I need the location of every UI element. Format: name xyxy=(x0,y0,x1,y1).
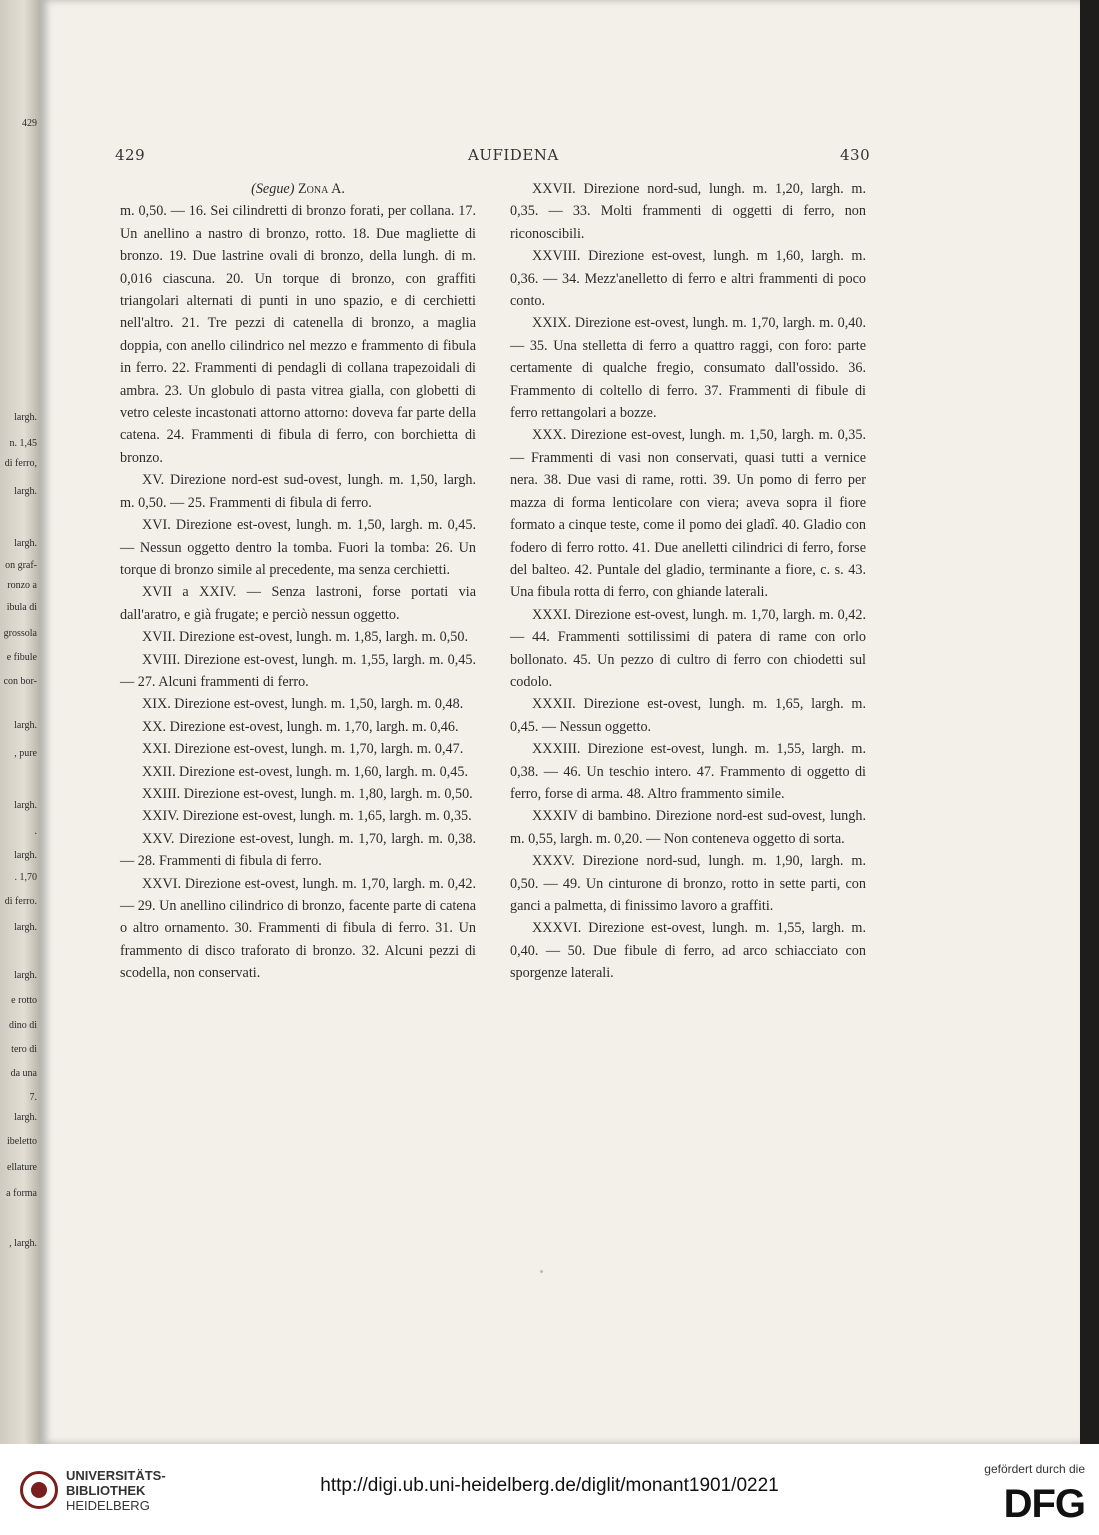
dfg-logo[interactable]: DFG xyxy=(1003,1482,1085,1526)
paragraph: XXX. Direzione est-ovest, lungh. m. 1,50, largh. m. 0,35. — Frammenti di vasi non conservati, quasi tutti a vernice nera. 38. Due vasi di rame, rotti. 39. Un pomo di ferro per mazza di forma lenticolare con viera; aveva sopra il fiore formato a cinque teste, come il pomo dei gladî. 40. Gladio con fodero di ferro rotto. 41. Due anelletti cilindrici di ferro, forse del balteo. 42. Puntale del gladio, terminante a fiore, c. s. 43. Una fibula rotta di ferro, con ghiande laterali. xyxy=(510,427,866,601)
previous-page-fragment: di ferro. xyxy=(4,896,37,907)
paragraph: XXIV. Direzione est-ovest, lungh. m. 1,65, largh. m. 0,35. xyxy=(142,808,472,825)
previous-page-fragment: e fibule xyxy=(6,652,37,663)
paragraph: XXIII. Direzione est-ovest, lungh. m. 1,80, largh. m. 0,50. xyxy=(142,785,473,802)
previous-page-fragment: largh. xyxy=(14,486,37,497)
library-logo-text[interactable]: UNIVERSITÄTS- BIBLIOTHEK HEIDELBERG xyxy=(66,1468,166,1513)
paragraph: m. 0,50. — 16. Sei cilindretti di bronzo forati, per collana. 17. Un anellino a nastro di bronzo, rotto. 18. Due magliette di bronzo. 19. Due lastrine ovali di bronzo, della lungh. di m. 0,016 ciascuna. 20. Un torque di bronzo, con graffiti triangolari alternati di punti in uno spazio, e di cerchietti nell'altro. 21. Tre pezzi di catenella di bronzo, a maglia doppia, con anello cilindrico nel mezzo e frammento di fibula in ferro. 22. Frammenti di pendagli di collana trapezoidali di ambra. 23. Un globulo di pasta vitrea gialla, con globetti di vetro celeste incastonati attorno attorno: doveva far parte della catena. 24. Frammenti di fibula di ferro, con borchietta di bronzo. xyxy=(120,203,476,466)
sponsor-label: gefördert durch die xyxy=(984,1462,1085,1476)
paragraph: XXVIII. Direzione est-ovest, lungh. m 1,60, largh. m. 0,36. — 34. Mezz'anelletto di ferro e altri frammenti di poco conto. xyxy=(510,248,866,310)
paragraph: XIX. Direzione est-ovest, lungh. m. 1,50, largh. m. 0,48. xyxy=(142,696,464,713)
left-column xyxy=(120,178,476,985)
previous-page-margin xyxy=(0,0,40,1444)
running-title: AUFIDENA xyxy=(468,146,559,164)
paragraph: XXIX. Direzione est-ovest, lungh. m. 1,70, largh. m. 0,40. — 35. Una stelletta di ferro a quattro raggi, con foro: parte certamente di qualche fregio, consumato dall'ossido. 36. Frammento di coltello di ferro. 37. Frammenti di fibule di ferro rettangolari a bozze. xyxy=(510,315,866,422)
previous-page-fragment: largh. xyxy=(14,1112,37,1123)
left-page-number: 429 xyxy=(115,146,146,164)
previous-page-fragment: con bor- xyxy=(3,676,37,687)
paragraph: XVIII. Direzione est-ovest, lungh. m. 1,55, largh. m. 0,45. — 27. Alcuni frammenti di ferro. xyxy=(120,651,476,690)
page-edge-shadow xyxy=(1080,0,1099,1444)
segue-heading xyxy=(120,178,476,200)
previous-page-fragment: . 1,70 xyxy=(14,872,37,883)
previous-page-fragment: largh. xyxy=(14,412,37,423)
permalink-url[interactable]: http://digi.ub.uni-heidelberg.de/diglit/monant1901/0221 xyxy=(320,1475,779,1496)
previous-page-fragment: n. 1,45 xyxy=(9,438,37,449)
paragraph: XXXV. Direzione nord-sud, lungh. m. 1,90, largh. m. 0,50. — 49. Un cinturone di bronzo, rotto in sette parti, con ganci a palmetta, di finissimo lavoro a graffiti. xyxy=(510,853,866,914)
previous-page-fragment: dino di xyxy=(8,1020,37,1031)
segue-label: (Segue) xyxy=(251,181,295,197)
previous-page-fragment: da una xyxy=(10,1068,37,1079)
paragraph: XX. Direzione est-ovest, lungh. m. 1,70, largh. m. 0,46. xyxy=(142,718,459,735)
previous-page-fragment: largh. xyxy=(14,922,37,933)
paragraph: XXXIII. Direzione est-ovest, lungh. m. 1,55, largh. m. 0,38. — 46. Un teschio intero. 47. Frammento di oggetto di ferro, forse di arma. 48. Altro frammento simile. xyxy=(510,741,866,802)
previous-page-fragment: 7. xyxy=(29,1092,37,1103)
previous-page-fragment: largh. xyxy=(14,850,37,861)
paragraph: XVI. Direzione est-ovest, lungh. m. 1,50, largh. m. 0,45. — Nessun oggetto dentro la tomba. Fuori la tomba: 26. Un torque di bronzo simile al precedente, ma senza cerchietti. xyxy=(120,517,476,578)
paragraph: XXXII. Direzione est-ovest, lungh. m. 1,65, largh. m. 0,45. — Nessun oggetto. xyxy=(510,696,866,735)
paper-speck xyxy=(540,1270,543,1273)
previous-page-fragment: 429 xyxy=(22,118,37,129)
previous-page-fragment: di ferro, xyxy=(4,458,37,469)
page xyxy=(40,0,1080,1444)
previous-page-fragment: ronzo a xyxy=(7,580,37,591)
paragraph: XXXIV di bambino. Direzione nord-est sud-ovest, lungh. m. 0,55, largh. m. 0,20. — Non conteneva oggetto di sorta. xyxy=(510,808,866,847)
paragraph: XXVII. Direzione nord-sud, lungh. m. 1,20, largh. m. 0,35. — 33. Molti frammenti di oggetti di ferro, non riconoscibili. xyxy=(510,181,866,242)
paragraph: XXV. Direzione est-ovest, lungh. m. 1,70, largh. m. 0,38. — 28. Frammenti di fibula di ferro. xyxy=(120,830,476,870)
previous-page-fragment: on graf- xyxy=(5,560,37,571)
paragraph: XXXI. Direzione est-ovest, lungh. m. 1,70, largh. m. 0,42. — 44. Frammenti sottilissimi di patera di rame con orlo bollonato. 45. Un pezzo di cultro di ferro con chiodetti sul codolo. xyxy=(510,606,866,690)
previous-page-fragment: grossola xyxy=(3,628,37,639)
paragraph: XVII. Direzione est-ovest, lungh. m. 1,85, largh. m. 0,50. xyxy=(142,629,468,646)
right-column xyxy=(510,178,866,985)
previous-page-fragment: e rotto xyxy=(11,995,37,1006)
previous-page-fragment: ibula di xyxy=(6,602,37,613)
previous-page-fragment: a forma xyxy=(6,1188,37,1199)
paragraph: XVII a XXIV. — Senza lastroni, forse portati via dall'aratro, e già frugate; e perciò nessun oggetto. xyxy=(120,584,476,623)
previous-page-fragment: ellature xyxy=(7,1162,37,1173)
paragraph: XV. Direzione nord-est sud-ovest, lungh. m. 1,50, largh. m. 0,50. — 25. Frammenti di fibula di ferro. xyxy=(120,472,476,511)
previous-page-fragment: tero di xyxy=(11,1044,37,1055)
previous-page-fragment: , pure xyxy=(14,748,37,759)
right-page-number: 430 xyxy=(840,146,871,164)
zone-letter: A. xyxy=(331,181,345,197)
previous-page-fragment: largh. xyxy=(14,970,37,981)
previous-page-fragment: , largh. xyxy=(9,1238,37,1249)
previous-page-fragment: ibeletto xyxy=(7,1136,37,1147)
previous-page-fragment: largh. xyxy=(14,538,37,549)
previous-page-fragment: largh. xyxy=(14,720,37,731)
paragraph: XXXVI. Direzione est-ovest, lungh. m. 1,55, largh. m. 0,40. — 50. Due fibule di ferro, ad arco schiacciato con sporgenze laterali. xyxy=(510,920,866,982)
paragraph: XXI. Direzione est-ovest, lungh. m. 1,70, largh. m. 0,47. xyxy=(142,741,464,758)
previous-page-fragment: largh. xyxy=(14,800,37,811)
paragraph: XXII. Direzione est-ovest, lungh. m. 1,60, largh. m. 0,45. xyxy=(142,763,468,780)
paragraph: XXVI. Direzione est-ovest, lungh. m. 1,70, largh. m. 0,42. — 29. Un anellino cilindrico di bronzo, facente parte di catena o altro ornamento. 30. Frammenti di fibula di ferro. 31. Un frammento di disco traforato di bronzo. 32. Alcuni pezzi di scodella, non conservati. xyxy=(120,875,476,982)
previous-page-fragment: . xyxy=(34,826,37,837)
zone-label: Zona xyxy=(297,181,329,197)
